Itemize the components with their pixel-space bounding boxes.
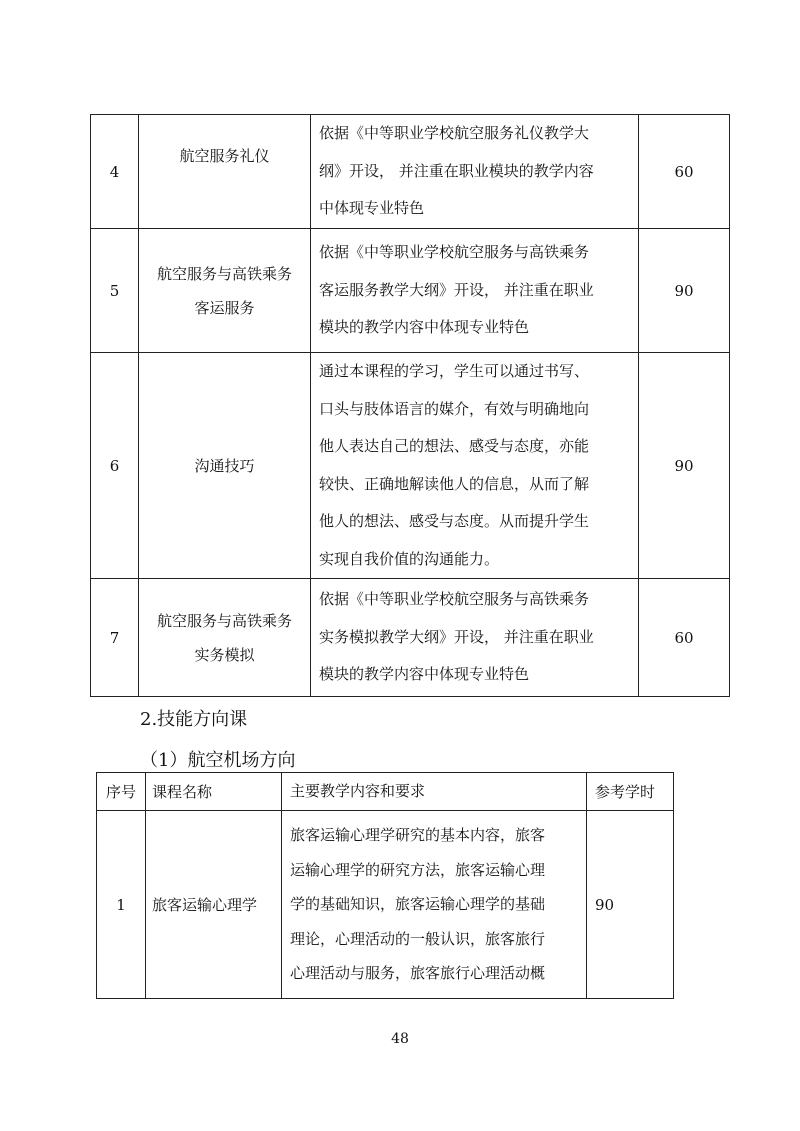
- description-line: 依据《中等职业学校航空服务与高铁乘务: [319, 243, 590, 262]
- table-row: [91, 579, 730, 697]
- course-description: [311, 229, 639, 353]
- course-name-line: 航空服务与高铁乘务: [156, 611, 292, 630]
- description-line: 心理活动与服务，旅客旅行心理活动概: [290, 964, 546, 983]
- course-description: [311, 353, 639, 579]
- course-hours: 90: [639, 353, 730, 579]
- description-line: 口头与肢体语言的媒介，有效与明确地向: [319, 399, 590, 418]
- course-hours: 60: [639, 115, 730, 229]
- description-line: 实务模拟教学大纲》开设， 并注重在职业: [319, 627, 594, 646]
- description-line: 旅客运输心理学研究的基本内容，旅客: [290, 826, 546, 845]
- description-line: 中体现专业特色: [319, 199, 425, 218]
- section-heading: 2.技能方向课: [140, 709, 248, 730]
- course-name: [139, 353, 311, 579]
- row-number: 4: [91, 115, 139, 229]
- header-number: 序号: [97, 773, 146, 811]
- description-line: 较快、正确地解读他人的信息，从而了解: [319, 474, 590, 493]
- course-name: [139, 579, 311, 697]
- row-number: 7: [91, 579, 139, 697]
- page-number: 48: [391, 1031, 409, 1047]
- description-line: 依据《中等职业学校航空服务礼仪教学大: [319, 124, 590, 143]
- course-name: [139, 115, 311, 229]
- course-table-skill: [96, 772, 674, 999]
- description-line: 他人的想法、感受与态度。从而提升学生: [319, 512, 590, 530]
- course-name: [139, 229, 311, 353]
- description-line: 他人表达自己的想法、感受与态度，亦能: [319, 437, 590, 455]
- description-line: 通过本课程的学习，学生可以通过书写、: [319, 362, 590, 380]
- course-hours: 60: [639, 579, 730, 697]
- row-number: 1: [97, 811, 146, 999]
- course-name-line: 沟通技巧: [194, 456, 255, 475]
- description-line: 理论，心理活动的一般认识，旅客旅行: [290, 929, 546, 948]
- course-description: [282, 811, 587, 999]
- description-line: 客运服务教学大纲》开设， 并注重在职业: [319, 280, 594, 299]
- course-hours: 90: [587, 811, 674, 999]
- description-line: 运输心理学的研究方法，旅客运输心理: [290, 860, 546, 879]
- header-hours: 参考学时: [587, 773, 674, 811]
- course-name-line: 客运服务: [194, 298, 255, 317]
- course-hours: 90: [639, 229, 730, 353]
- header-course-name: 课程名称: [146, 773, 282, 811]
- header-description: 主要教学内容和要求: [282, 773, 587, 811]
- course-description: [311, 115, 639, 229]
- course-name-line: 航空服务与高铁乘务: [156, 264, 292, 283]
- course-name-line: 航空服务礼仪: [179, 147, 270, 165]
- description-line: 实现自我价值的沟通能力。: [319, 549, 500, 568]
- table-header-row: [97, 773, 674, 811]
- description-line: 纲》开设， 并注重在职业模块的教学内容: [319, 161, 594, 180]
- table-row: [97, 811, 674, 999]
- table-row: [91, 115, 730, 229]
- description-line: 模块的教学内容中体现专业特色: [319, 318, 530, 337]
- table-row: [91, 353, 730, 579]
- description-line: 学的基础知识，旅客运输心理学的基础: [290, 895, 546, 914]
- course-name-line: 实务模拟: [194, 645, 255, 664]
- table-row: [91, 229, 730, 353]
- row-number: 6: [91, 353, 139, 579]
- subsection-heading: （1）航空机场方向: [140, 750, 296, 771]
- course-name: 旅客运输心理学: [146, 811, 282, 999]
- row-number: 5: [91, 229, 139, 353]
- course-table-public: [90, 114, 730, 697]
- description-line: 依据《中等职业学校航空服务与高铁乘务: [319, 590, 590, 609]
- course-description: [311, 579, 639, 697]
- description-line: 模块的教学内容中体现专业特色: [319, 665, 530, 684]
